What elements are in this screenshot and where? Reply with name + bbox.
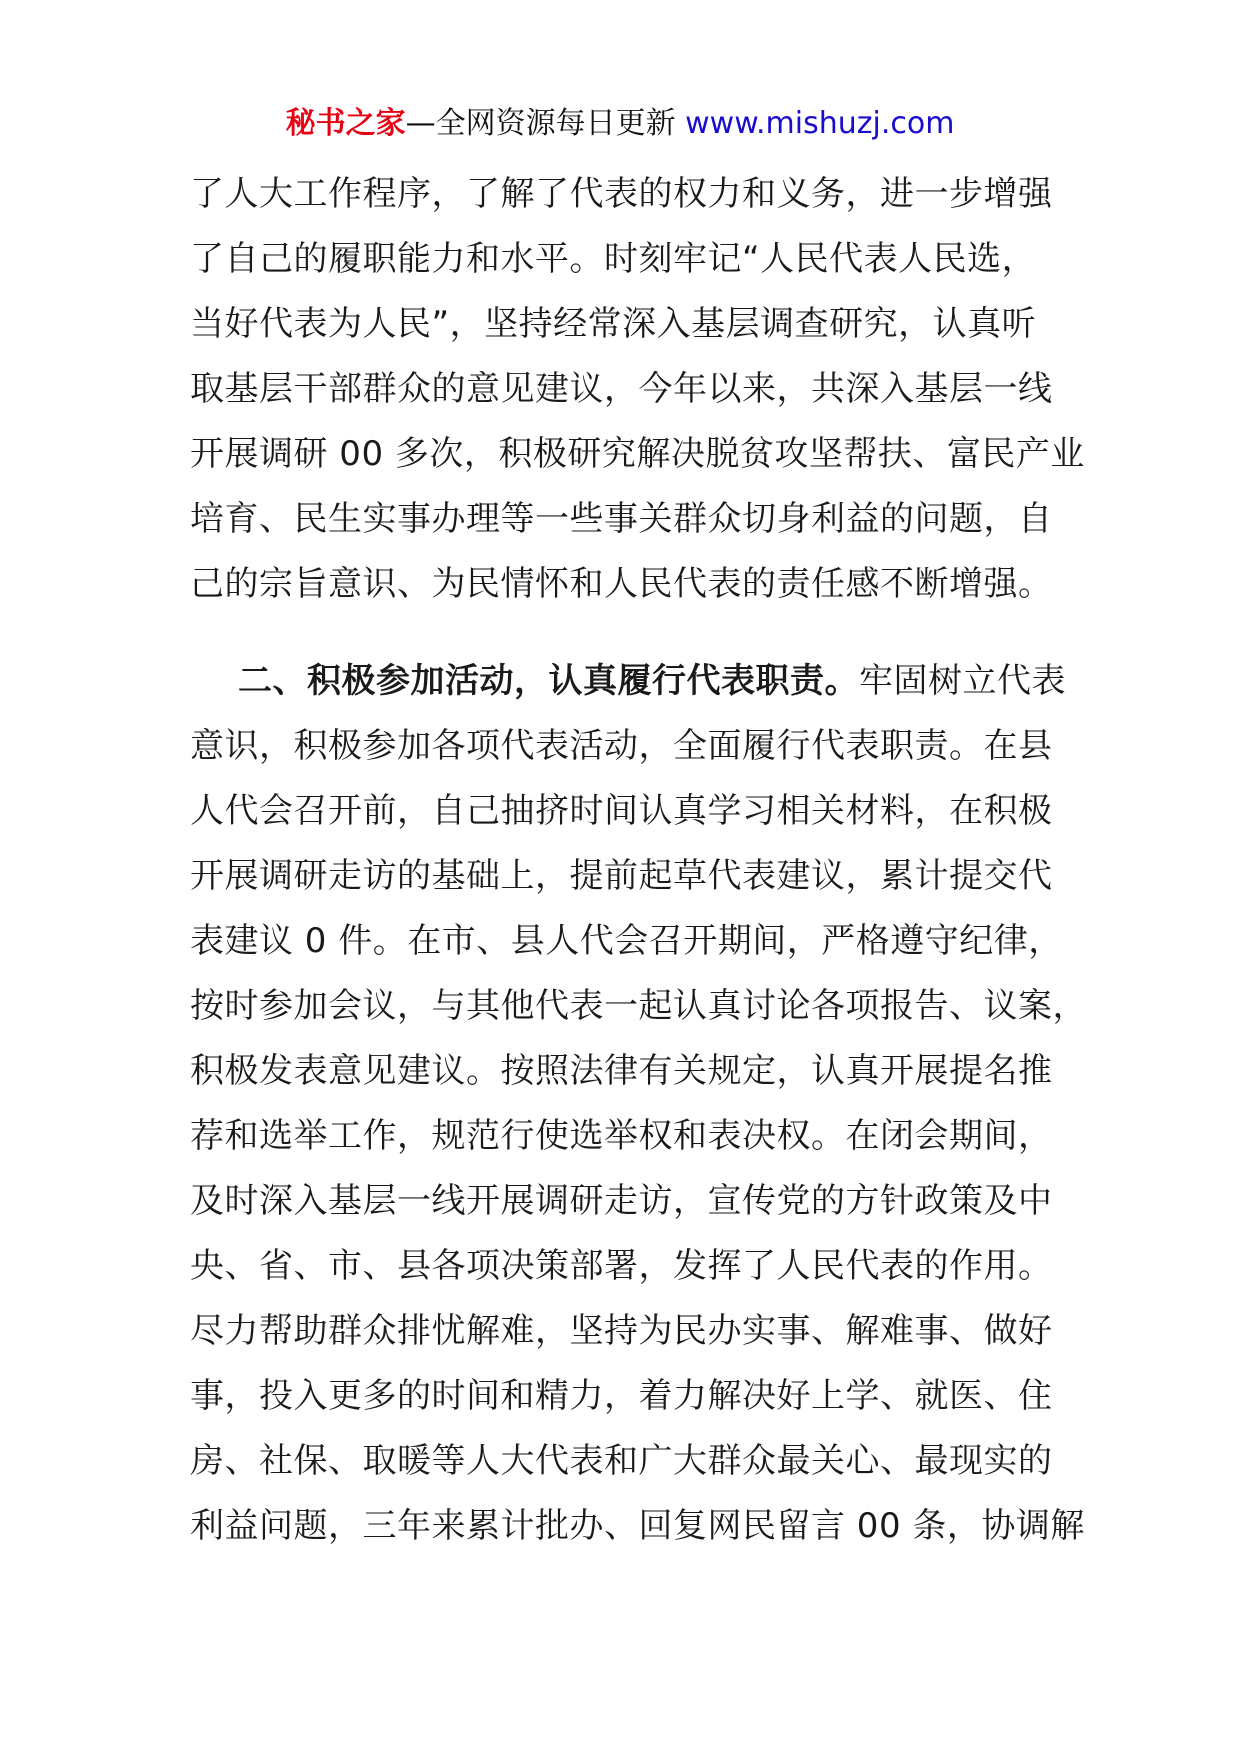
- paragraph-1: [190, 162, 1085, 617]
- text-line: 事，投入更多的时间和精力，着力解决好上学、就医、住: [190, 1376, 1053, 1416]
- paragraph-spacer: [190, 617, 1070, 649]
- text-line: 己的宗旨意识、为民情怀和人民代表的责任感不断增强。: [190, 564, 1053, 604]
- site-tagline: —全网资源每日更新: [405, 106, 686, 141]
- text-line: 表建议 0 件。在市、县人代会召开期间，严格遵守纪律，: [190, 921, 1063, 961]
- text-line: 了自己的履职能力和水平。时刻牢记“人民代表人民选，: [190, 239, 1037, 279]
- text-line: 了人大工作程序，了解了代表的权力和义务，进一步增强: [190, 174, 1053, 214]
- text-line: 开展调研走访的基础上，提前起草代表建议，累计提交代: [190, 856, 1053, 896]
- site-header: [0, 104, 1240, 144]
- text-line: 及时深入基层一线开展调研走访，宣传党的方针政策及中: [190, 1181, 1053, 1221]
- text-line: 开展调研 00 多次，积极研究解决脱贫攻坚帮扶、富民产业: [190, 434, 1085, 474]
- text-line: 培育、民生实事办理等一些事关群众切身利益的问题，自: [190, 499, 1053, 539]
- text-line: 当好代表为人民”，坚持经常深入基层调查研究，认真听: [190, 304, 1037, 344]
- text-line: 荐和选举工作，规范行使选举权和表决权。在闭会期间，: [190, 1116, 1053, 1156]
- text-line: 取基层干部群众的意见建议，今年以来，共深入基层一线: [190, 369, 1053, 409]
- paragraph-2: [190, 649, 1087, 1559]
- text-line: 房、社保、取暖等人大代表和广大群众最关心、最现实的: [190, 1441, 1053, 1481]
- site-url-link[interactable]: www.mishuzj.com: [685, 106, 955, 141]
- text-line: 央、省、市、县各项决策部署，发挥了人民代表的作用。: [190, 1246, 1053, 1286]
- text-line: 利益问题，三年来累计批办、回复网民留言 00 条，协调解: [190, 1506, 1085, 1546]
- text-line-first: [190, 649, 1070, 714]
- site-name: 秘书之家: [285, 106, 406, 141]
- text-line: 意识，积极参加各项代表活动，全面履行代表职责。在县: [190, 726, 1053, 766]
- text-line: 积极发表意见建议。按照法律有关规定，认真开展提名推: [190, 1051, 1053, 1091]
- section-heading: 二、积极参加活动，认真履行代表职责。: [238, 661, 859, 701]
- document-body: [190, 162, 1087, 1559]
- text-line: 尽力帮助群众排忧解难，坚持为民办实事、解难事、做好: [190, 1311, 1053, 1351]
- heading-continuation: 牢固树立代表: [859, 661, 1066, 701]
- text-line: 人代会召开前，自己抽挤时间认真学习相关材料，在积极: [190, 791, 1053, 831]
- text-line: 按时参加会议，与其他代表一起认真讨论各项报告、议案，: [190, 986, 1087, 1026]
